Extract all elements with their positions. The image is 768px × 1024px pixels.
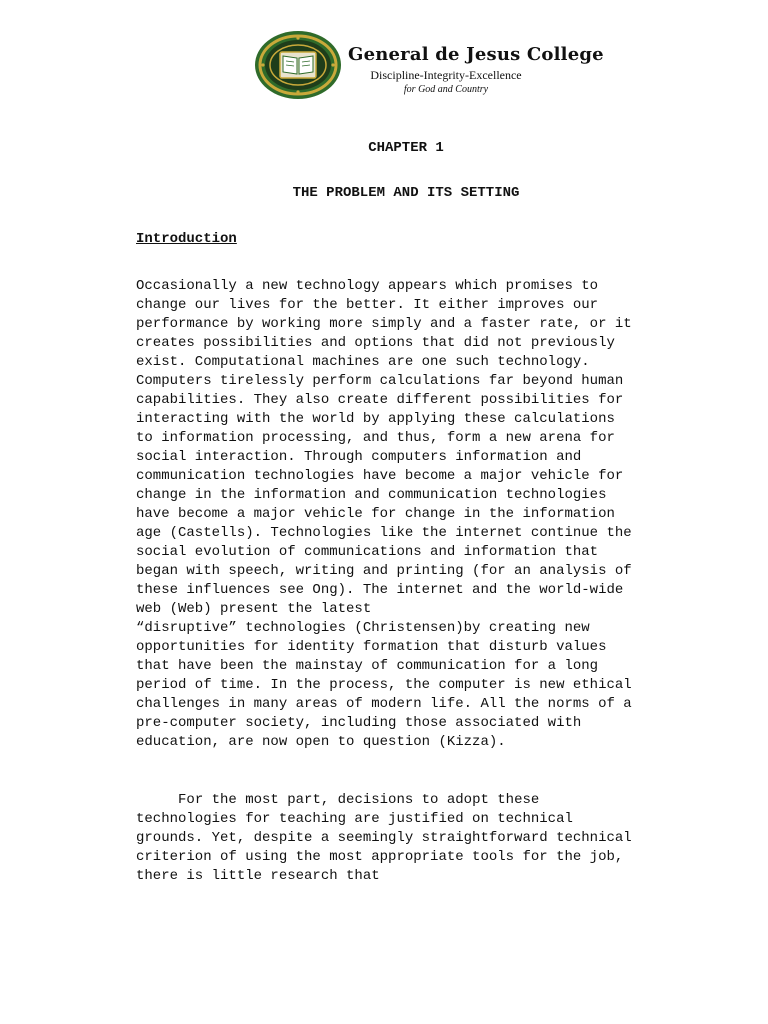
- chapter-label: CHAPTER 1: [368, 140, 444, 156]
- college-subtitle: for God and Country: [403, 84, 489, 95]
- chapter-title: THE PROBLEM AND ITS SETTING: [292, 185, 520, 201]
- college-name: General de Jesus College: [348, 44, 604, 65]
- college-seal-icon: [254, 30, 342, 100]
- college-motto: Discipline-Integrity-Excellence: [370, 68, 522, 82]
- paragraph: Occasionally a new technology appears which promises to change our lives for the better. It either improves our performance by working more simply and a faster rate, or it creates possibilities and options that did not previously exist. Computational machines are one such technology. Computers tirelessly perform calculations far beyond human capabilities. They also create different possibilities for interacting with the world by applying these calculations to information processing, and thus, form a new arena for social interaction. Through computers information and communication technologies have become a major vehicle for change in the information and communication technologies have become a major vehicle for change in the information age (Castells). Technologies like the internet continue the social evolution of communications and information that began with speech, writing and printing (for an analysis of these influences see Ong). The internet and the world-wide web (Web) present the latest “disruptive” technologies (Christensen)by creating new opportunities for identity formation that disturb values that have been the mainstay of communication for a long period of time. In the process, the computer is new ethical challenges in many areas of modern life. All the norms of a pre-computer society, including those associated with education, are now open to question (Kizza).: [136, 278, 632, 750]
- section-heading: Introduction: [136, 231, 237, 247]
- letterhead: [254, 30, 604, 102]
- paragraph: For the most part, decisions to adopt these technologies for teaching are justified on technical grounds. Yet, despite a seemingly straightforward technical criterion of using the most appropriate tools for the job, there is little research that: [136, 792, 632, 884]
